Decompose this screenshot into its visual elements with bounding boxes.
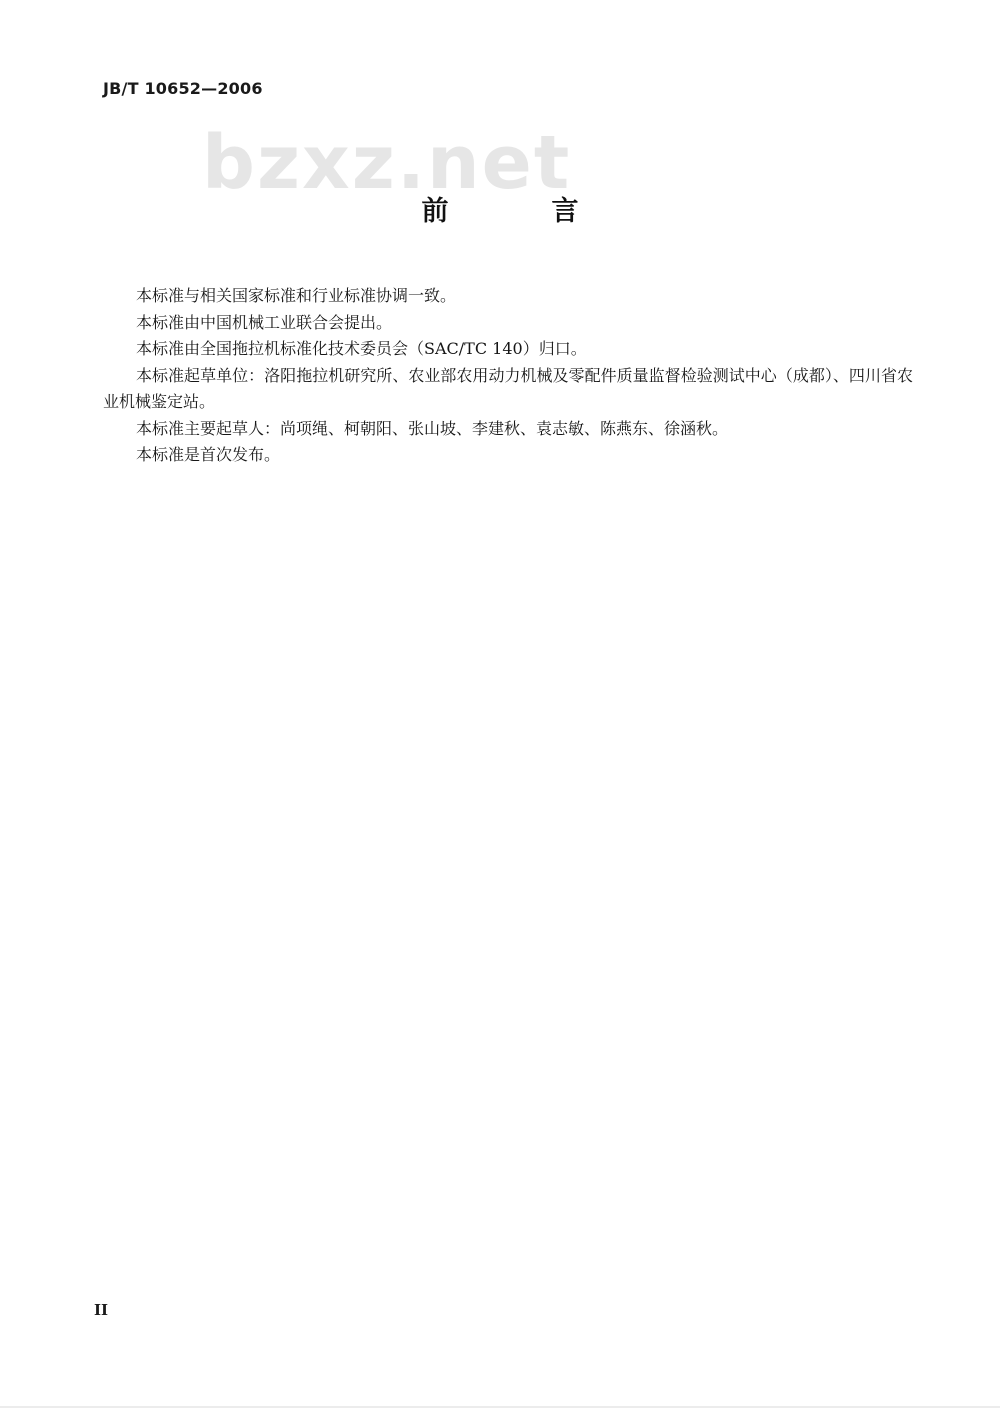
standard-code: JB/T 10652—2006 bbox=[103, 79, 263, 98]
preface-paragraph: 本标准主要起草人：尚项绳、柯朝阳、张山坡、李建秋、袁志敏、陈燕东、徐涵秋。 bbox=[136, 418, 729, 438]
preface-title: 前 言 bbox=[421, 196, 617, 227]
preface-paragraph: 本标准是首次发布。 bbox=[136, 445, 281, 464]
preface-paragraph: 本标准起草单位：洛阳拖拉机研究所、农业部农用动力机械及零配件质量监督检验测试中心（成都）、四川省农业机械鉴定站。 bbox=[103, 365, 913, 411]
page-bottom-edge bbox=[0, 1406, 1000, 1408]
watermark: bzxz.net bbox=[202, 120, 572, 206]
page-number: II bbox=[94, 1301, 109, 1319]
preface-paragraph: 本标准与相关国家标准和行业标准协调一致。 bbox=[136, 286, 457, 305]
preface-body bbox=[103, 283, 913, 469]
preface-paragraph: 本标准由中国机械工业联合会提出。 bbox=[136, 312, 393, 332]
preface-paragraph: 本标准由全国拖拉机标准化技术委员会（SAC/TC 140）归口。 bbox=[136, 339, 587, 358]
